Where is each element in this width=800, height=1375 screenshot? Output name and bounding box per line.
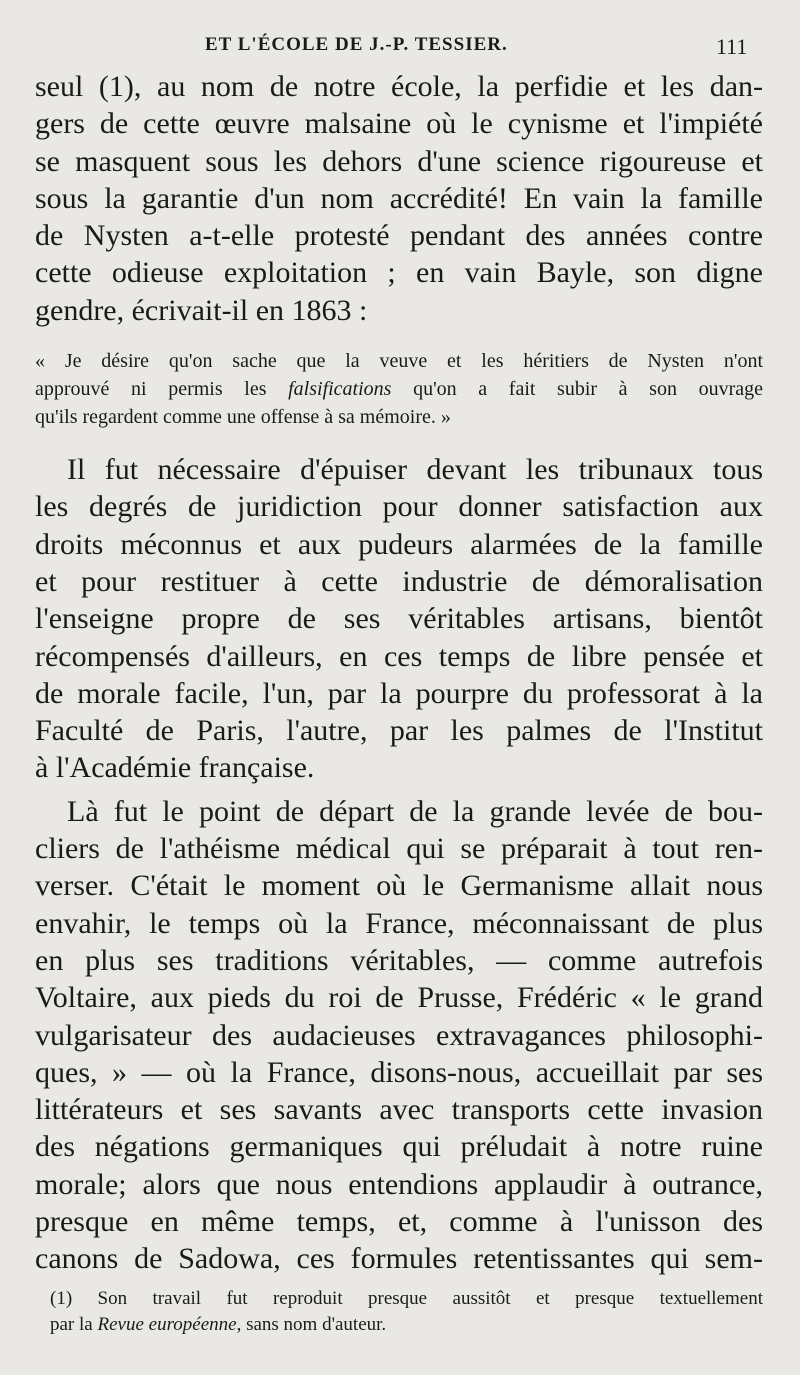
text-line: à l'Académie française. bbox=[35, 751, 315, 785]
quote-line: qu'ils regardent comme une offense à sa mémoire. » bbox=[35, 406, 451, 429]
text-line: littérateurs et ses savants avec transports cette invasion bbox=[35, 1093, 763, 1127]
text-line: presque en même temps, et, comme à l'unisson des bbox=[35, 1205, 763, 1239]
text-line: envahir, le temps où la France, méconnaissant de plus bbox=[35, 906, 763, 940]
text-line: récompensés d'ailleurs, en ces temps de libre pensée et bbox=[35, 639, 763, 673]
text-line: Là fut le point de départ de la grande levée de bou- bbox=[67, 794, 763, 828]
footnote-line: (1) Son travail fut reproduit presque aussitôt et presque textuellement bbox=[50, 1288, 763, 1309]
footnote-title: Revue européenne bbox=[97, 1314, 237, 1335]
text-line: de Nysten a-t-elle protesté pendant des années contre bbox=[35, 219, 763, 253]
quote-line: « Je désire qu'on sache que la veuve et les héritiers de Nysten n'ont bbox=[35, 350, 763, 373]
text-line: Voltaire, aux pieds du roi de Prusse, Frédéric « le grand bbox=[35, 981, 763, 1015]
text-line: les degrés de juridiction pour donner satisfaction aux bbox=[35, 490, 763, 524]
text-line: l'enseigne propre de ses véritables artisans, bientôt bbox=[35, 602, 763, 636]
footnote-text: par la bbox=[50, 1314, 98, 1335]
text-line: se masquent sous les dehors d'une science rigoureuse et bbox=[35, 144, 763, 178]
page-header bbox=[0, 34, 800, 64]
text-line: de morale facile, l'un, par la pourpre du professorat à la bbox=[35, 676, 763, 710]
footnote-line bbox=[50, 1312, 763, 1338]
paragraph-1 bbox=[35, 68, 763, 329]
quote-line bbox=[35, 375, 763, 403]
text-line: ques, » — où la France, disons-nous, accueillait par ses bbox=[35, 1055, 763, 1089]
text-line: seul (1), au nom de notre école, la perfidie et les dan- bbox=[35, 70, 763, 103]
text-line: gendre, écrivait-il en 1863 : bbox=[35, 293, 368, 327]
page-number: 111 bbox=[716, 34, 748, 59]
block-quote bbox=[35, 347, 763, 431]
quote-text: qu'on a fait subir à son ouvrage bbox=[391, 378, 763, 401]
text-line: cliers de l'athéisme médical qui se préparait à tout ren- bbox=[35, 832, 763, 866]
text-line: en plus ses traditions véritables, — comme autrefois bbox=[35, 943, 763, 977]
paragraph-3 bbox=[35, 793, 763, 1278]
page-body bbox=[35, 68, 763, 1278]
quote-emphasis: falsifications bbox=[288, 378, 392, 401]
text-line: cette odieuse exploitation ; en vain Bayle, son digne bbox=[35, 256, 763, 290]
text-line: canons de Sadowa, ces formules retentissantes qui sem- bbox=[35, 1242, 763, 1276]
text-line: sous la garantie d'un nom accrédité! En vain la famille bbox=[35, 181, 763, 215]
text-line: morale; alors que nous entendions applaudir à outrance, bbox=[35, 1167, 763, 1201]
text-line: Il fut nécessaire d'épuiser devant les tribunaux tous bbox=[67, 453, 763, 487]
text-line: des négations germaniques qui préludait à notre ruine bbox=[35, 1130, 763, 1164]
footnote bbox=[50, 1286, 763, 1338]
text-line: Faculté de Paris, l'autre, par les palmes de l'Institut bbox=[35, 714, 763, 748]
text-line: vulgarisateur des audacieuses extravagances philosophi- bbox=[35, 1018, 763, 1052]
running-head: ET L'ÉCOLE DE J.-P. TESSIER. bbox=[205, 34, 508, 55]
paragraph-2 bbox=[35, 451, 763, 787]
quote-text: approuvé ni permis les bbox=[35, 378, 289, 401]
footnote-text: , sans nom d'auteur. bbox=[236, 1314, 387, 1335]
text-line: droits méconnus et aux pudeurs alarmées de la famille bbox=[35, 527, 763, 561]
text-line: verser. C'était le moment où le Germanisme allait nous bbox=[35, 869, 763, 903]
text-line: gers de cette œuvre malsaine où le cynisme et l'impiété bbox=[35, 107, 763, 141]
text-line: et pour restituer à cette industrie de démoralisation bbox=[35, 564, 763, 598]
